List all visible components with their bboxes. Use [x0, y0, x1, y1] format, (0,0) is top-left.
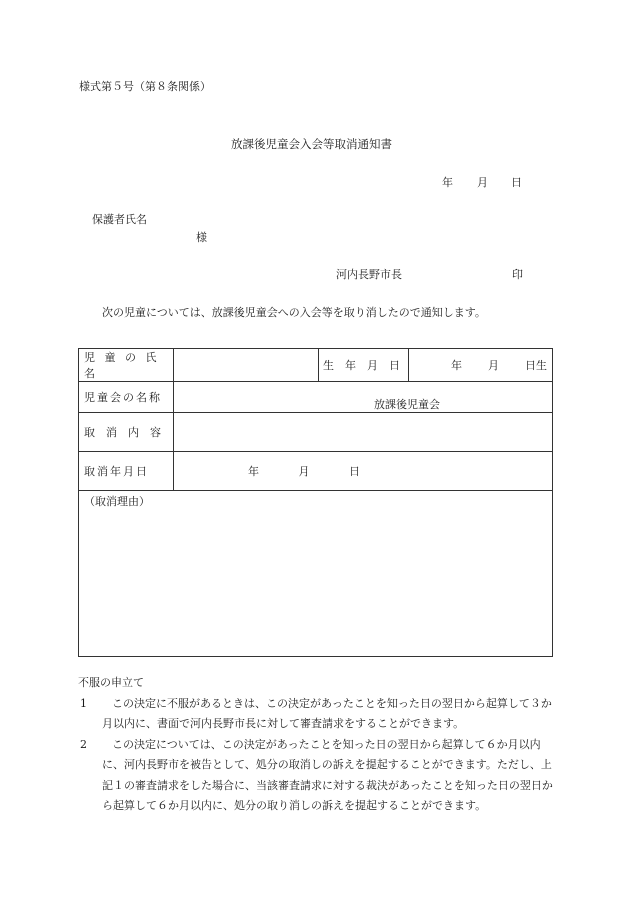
cancel-reason-label: （取消理由） — [84, 495, 150, 508]
intro-text: 次の児童については、放課後児童会への入会等を取り消したので通知します。 — [102, 306, 486, 319]
form-number: 様式第５号（第８条関係） — [79, 80, 211, 93]
cancel-content-label: 取 消 内 容 — [79, 413, 174, 452]
birth-month: 月 — [488, 359, 499, 372]
club-name-value: 放課後児童会 — [174, 382, 553, 413]
appeal-item-number: 2 — [80, 737, 87, 751]
appeal-item-text: この決定に不服があるときは、この決定があったことを知った日の翌日から起算して３か月以内に、書面で河内長野市長に対して審査請求をすることができます。 — [102, 696, 552, 730]
honorific: 様 — [196, 231, 207, 244]
cancel-month: 月 — [298, 465, 310, 478]
cancel-content-value — [174, 413, 553, 452]
birth-year: 年 — [451, 359, 462, 372]
club-name-label: 児童会の名称 — [79, 382, 174, 413]
cancel-date-label: 取消年月日 — [79, 452, 174, 491]
cancellation-table — [78, 348, 553, 657]
cancel-reason-box — [79, 491, 553, 657]
date-year: 年 — [442, 176, 453, 189]
birth-date-label: 生 年 月 日 — [319, 349, 409, 382]
issuer: 河内長野市長 — [336, 268, 402, 281]
appeal-heading: 不服の申立て — [78, 676, 144, 689]
table-row — [79, 382, 553, 413]
child-name-label: 児 童 の 氏 名 — [79, 349, 174, 382]
table-row — [79, 349, 553, 382]
date-day: 日 — [511, 176, 522, 189]
guardian-label: 保護者氏名 — [92, 213, 147, 226]
appeal-item-text: この決定については、この決定があったことを知った日の翌日から起算して６か月以内に、河内長野市を被告として、処分の取消しの訴えを提起することができます。ただし、上記１の審査請求をした場合に、当該審査請求に対する裁決があったことを知った日の翌日から起算して６か月以内に、処分の取り消しの訴えを提起することができます。 — [102, 737, 553, 812]
birth-day: 日生 — [525, 359, 547, 372]
table-row — [79, 413, 553, 452]
table-row — [79, 452, 553, 491]
date-month: 月 — [477, 176, 488, 189]
appeal-notice — [78, 673, 558, 817]
child-name-value — [174, 349, 319, 382]
cancel-year: 年 — [248, 465, 259, 478]
appeal-item — [78, 735, 558, 817]
document-title: 放課後児童会入会等取消通知書 — [231, 137, 392, 151]
appeal-item-number: 1 — [80, 696, 87, 710]
cancel-date-value — [174, 452, 553, 491]
cancel-day: 日 — [349, 465, 360, 478]
table-row — [79, 491, 553, 657]
birth-date-value — [409, 349, 553, 382]
appeal-item — [78, 694, 558, 735]
seal-mark: 印 — [512, 268, 523, 281]
